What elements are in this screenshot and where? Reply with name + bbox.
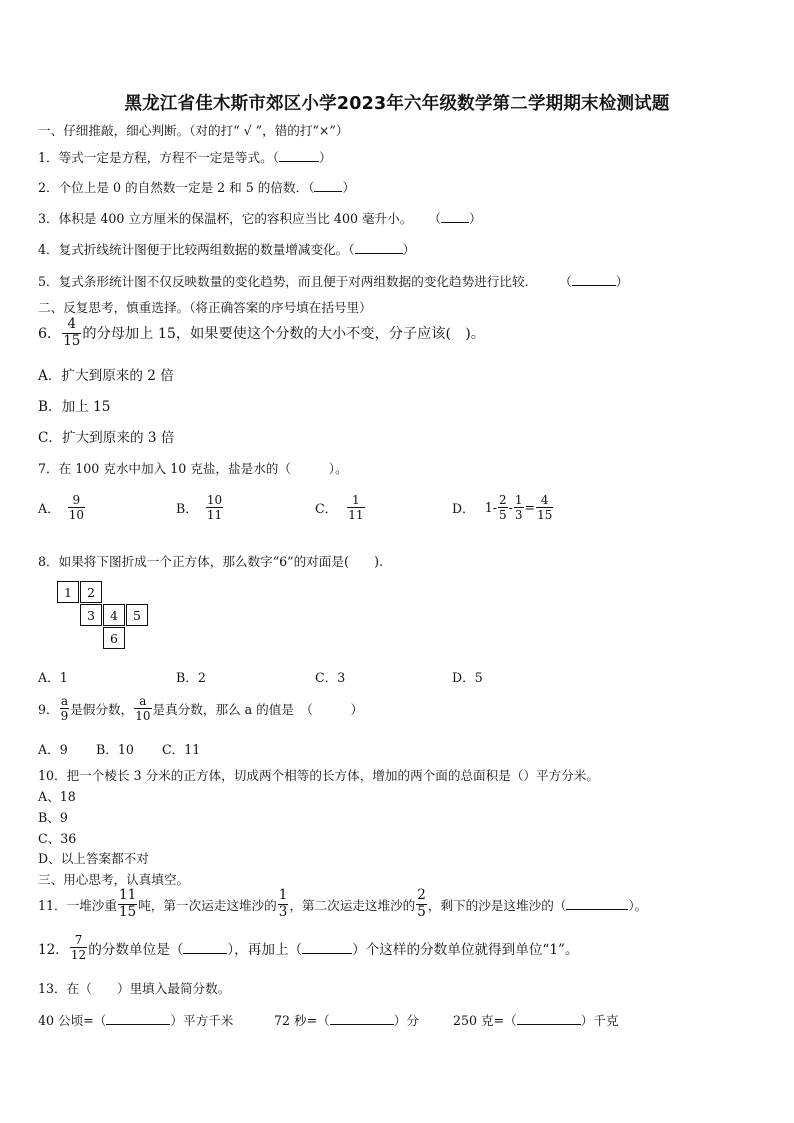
question-6-number: 6． bbox=[38, 326, 62, 342]
answer-blank-12a[interactable] bbox=[183, 942, 227, 954]
conversion-text: 250 克=（ bbox=[453, 1013, 517, 1028]
question-3-open: （ bbox=[428, 211, 441, 226]
expression-text: 1- bbox=[484, 500, 497, 515]
question-8-option-b[interactable]: B．2 bbox=[176, 670, 206, 685]
fraction-denominator: 3 bbox=[514, 508, 523, 522]
question-5-text: 5．复式条形统计图不仅反映数量的变化趋势，而且便于对两组数据的变化趋势进行比较． bbox=[38, 274, 538, 289]
answer-blank-12b[interactable] bbox=[302, 942, 352, 954]
fraction-denominator: 15 bbox=[537, 508, 553, 522]
question-5 bbox=[38, 271, 628, 290]
cube-net-cell: 4 bbox=[103, 604, 125, 626]
cube-net-cell: 1 bbox=[57, 581, 79, 603]
question-12 bbox=[38, 934, 579, 961]
question-10-option-d[interactable]: D、以上答案都不对 bbox=[38, 851, 149, 866]
question-12-text-2: ），再加上（ bbox=[227, 941, 303, 958]
question-1-text: 1．等式一定是方程，方程不一定是等式。（ bbox=[38, 150, 279, 165]
answer-blank-3[interactable] bbox=[441, 211, 469, 223]
question-3-text: 3．体积是 400 立方厘米的保温杯，它的容积应当比 400 毫升小。 bbox=[38, 211, 413, 226]
minus-sign: - bbox=[508, 500, 513, 515]
question-6-option-b[interactable]: B．加上 15 bbox=[38, 399, 111, 415]
cube-net-cell: 3 bbox=[80, 604, 102, 626]
question-2-text: 2．个位上是 0 的自然数一定是 2 和 5 的倍数．（ bbox=[38, 180, 315, 195]
question-2-close: ） bbox=[342, 180, 356, 195]
option-fraction bbox=[347, 494, 364, 521]
question-8-option-c[interactable]: C．3 bbox=[315, 670, 346, 685]
section-2-header: 二、反复思考，慎重选择。（将正确答案的序号填在括号里） bbox=[38, 300, 372, 315]
question-11-text-3: ，第二次运走这堆沙的 bbox=[289, 897, 416, 913]
question-10-option-b[interactable]: B、9 bbox=[38, 810, 68, 825]
fraction-denominator: 5 bbox=[498, 508, 507, 522]
question-9-fraction-2 bbox=[134, 695, 151, 722]
question-13-item-2 bbox=[274, 1010, 419, 1029]
option-label: A． bbox=[38, 501, 60, 516]
question-10-option-c[interactable]: C、36 bbox=[38, 831, 77, 846]
answer-blank-1[interactable] bbox=[279, 150, 319, 162]
question-1-close: ） bbox=[319, 150, 332, 165]
question-9-option-c[interactable]: C．11 bbox=[162, 742, 201, 757]
fraction-numerator: 11 bbox=[119, 887, 137, 903]
question-11-text-2: 吨，第一次运走这堆沙的 bbox=[138, 897, 277, 913]
fraction-denominator: 15 bbox=[119, 903, 137, 920]
option-fraction bbox=[498, 494, 508, 521]
question-12-number: 12． bbox=[38, 941, 69, 958]
conversion-unit: ）千克 bbox=[580, 1013, 619, 1028]
question-7-option-a[interactable] bbox=[38, 494, 86, 521]
question-3-close: ） bbox=[468, 211, 482, 226]
conversion-unit: ）分 bbox=[393, 1013, 419, 1028]
question-6-fraction bbox=[62, 318, 81, 348]
question-13-item-3 bbox=[453, 1010, 619, 1029]
fraction-numerator: a bbox=[60, 694, 68, 708]
question-11-close: ）。 bbox=[628, 897, 648, 913]
question-6 bbox=[38, 318, 485, 348]
question-5-close: ） bbox=[615, 274, 629, 289]
cube-net-cell: 2 bbox=[80, 581, 102, 603]
equals-sign: = bbox=[524, 500, 536, 515]
question-11 bbox=[38, 889, 647, 919]
option-fraction bbox=[206, 494, 223, 521]
question-5-open: （ bbox=[559, 274, 572, 289]
fraction-numerator: 2 bbox=[417, 887, 426, 903]
question-6-option-a[interactable]: A．扩大到原来的 2 倍 bbox=[38, 368, 174, 384]
question-8: 8．如果将下图折成一个正方体，那么数字“6”的对面是( ). bbox=[38, 554, 383, 569]
fraction-numerator: 4 bbox=[67, 316, 77, 332]
question-3 bbox=[38, 208, 482, 227]
question-9-text-1: 是假分数， bbox=[70, 702, 134, 717]
question-11-fraction-3 bbox=[416, 889, 427, 919]
cube-net-cell: 6 bbox=[103, 627, 125, 649]
option-fraction bbox=[68, 494, 85, 521]
answer-blank-4[interactable] bbox=[355, 242, 403, 254]
question-9-text-2: 是真分数，那么 a 的值是 （ ） bbox=[152, 702, 364, 717]
question-9-option-b[interactable]: B．10 bbox=[96, 742, 134, 757]
answer-blank-11[interactable] bbox=[566, 898, 628, 910]
question-12-fraction bbox=[70, 934, 87, 961]
conversion-text: 72 秒=（ bbox=[274, 1013, 330, 1028]
question-8-option-d[interactable]: D．5 bbox=[452, 670, 483, 685]
conversion-text: 40 公顷=（ bbox=[38, 1013, 107, 1028]
section-3-header: 三、用心思考，认真填空。 bbox=[38, 872, 190, 887]
question-11-fraction-2 bbox=[278, 889, 289, 919]
section-1-header: 一、仔细推敲，细心判断。（对的打“ √ ”，错的打“×”） bbox=[38, 123, 349, 138]
option-fraction bbox=[536, 494, 553, 521]
question-7-option-b[interactable] bbox=[176, 494, 224, 521]
fraction-numerator: 10 bbox=[206, 493, 223, 507]
fraction-denominator: 5 bbox=[417, 903, 426, 920]
question-9-option-a[interactable]: A．9 bbox=[38, 742, 68, 757]
fraction-numerator: 1 bbox=[352, 493, 360, 507]
page-title: 黑龙江省佳木斯市郊区小学2023年六年级数学第二学期期末检测试题 bbox=[124, 94, 670, 114]
fraction-denominator: 11 bbox=[206, 508, 223, 522]
question-2 bbox=[38, 177, 355, 196]
question-10: 10．把一个棱长 3 分米的正方体，切成两个相等的长方体，增加的两个面的总面积是（）平方分米。 bbox=[38, 768, 599, 783]
fraction-denominator: 10 bbox=[135, 709, 151, 723]
question-4-text: 4．复式折线统计图便于比较两组数据的数量增减变化。（ bbox=[38, 242, 355, 257]
answer-blank-2[interactable] bbox=[314, 180, 342, 192]
fraction-numerator: a bbox=[139, 694, 147, 708]
answer-blank-13c[interactable] bbox=[517, 1013, 581, 1025]
answer-blank-13b[interactable] bbox=[330, 1013, 394, 1025]
cube-net-cell: 5 bbox=[126, 604, 148, 626]
question-4-close: ） bbox=[402, 242, 416, 257]
question-10-option-a[interactable]: A、18 bbox=[38, 789, 76, 804]
fraction-numerator: 4 bbox=[540, 493, 549, 507]
answer-blank-13a[interactable] bbox=[106, 1013, 170, 1025]
question-11-text-1: 11．一堆沙重 bbox=[38, 897, 117, 913]
question-13-item-1 bbox=[38, 1010, 233, 1029]
fraction-denominator: 9 bbox=[60, 709, 69, 723]
fraction-numerator: 1 bbox=[278, 887, 288, 903]
fraction-numerator: 9 bbox=[72, 493, 81, 507]
question-7-option-c[interactable] bbox=[315, 494, 366, 521]
question-4 bbox=[38, 239, 415, 258]
fraction-denominator: 15 bbox=[63, 332, 81, 349]
question-9-number: 9． bbox=[38, 702, 59, 717]
option-label: C． bbox=[315, 501, 338, 516]
question-7-option-d[interactable] bbox=[452, 494, 554, 521]
option-label: B． bbox=[176, 501, 198, 516]
fraction-denominator: 10 bbox=[68, 508, 84, 522]
question-11-fraction-1 bbox=[118, 889, 137, 919]
fraction-denominator: 11 bbox=[348, 508, 364, 522]
fraction-numerator: 7 bbox=[74, 933, 83, 947]
question-11-text-4: ，剩下的沙是这堆沙的（ bbox=[427, 897, 567, 913]
cube-net-diagram bbox=[57, 581, 157, 651]
fraction-numerator: 1 bbox=[514, 493, 523, 507]
question-9-fraction-1 bbox=[60, 695, 70, 722]
question-1 bbox=[38, 147, 332, 166]
question-6-text: 的分母加上 15，如果要使这个分数的大小不变，分子应该( )。 bbox=[82, 326, 485, 342]
question-7: 7．在 100 克水中加入 10 克盐，盐是水的（ ）。 bbox=[38, 461, 348, 476]
question-9 bbox=[38, 695, 363, 722]
question-12-text-1: 的分数单位是（ bbox=[88, 941, 184, 958]
answer-blank-5[interactable] bbox=[572, 274, 616, 286]
question-8-option-a[interactable]: A．1 bbox=[38, 670, 68, 685]
fraction-denominator: 12 bbox=[70, 948, 87, 962]
option-fraction bbox=[514, 494, 524, 521]
fraction-numerator: 2 bbox=[498, 493, 507, 507]
question-12-text-3: ）个这样的分数单位就得到单位“1”。 bbox=[352, 941, 579, 958]
conversion-unit: ）平方千米 bbox=[170, 1013, 234, 1028]
question-6-option-c[interactable]: C．扩大到原来的 3 倍 bbox=[38, 430, 175, 446]
question-13: 13．在（ ）里填入最简分数。 bbox=[38, 981, 231, 996]
fraction-denominator: 3 bbox=[278, 903, 288, 920]
option-label: D． bbox=[452, 501, 475, 516]
